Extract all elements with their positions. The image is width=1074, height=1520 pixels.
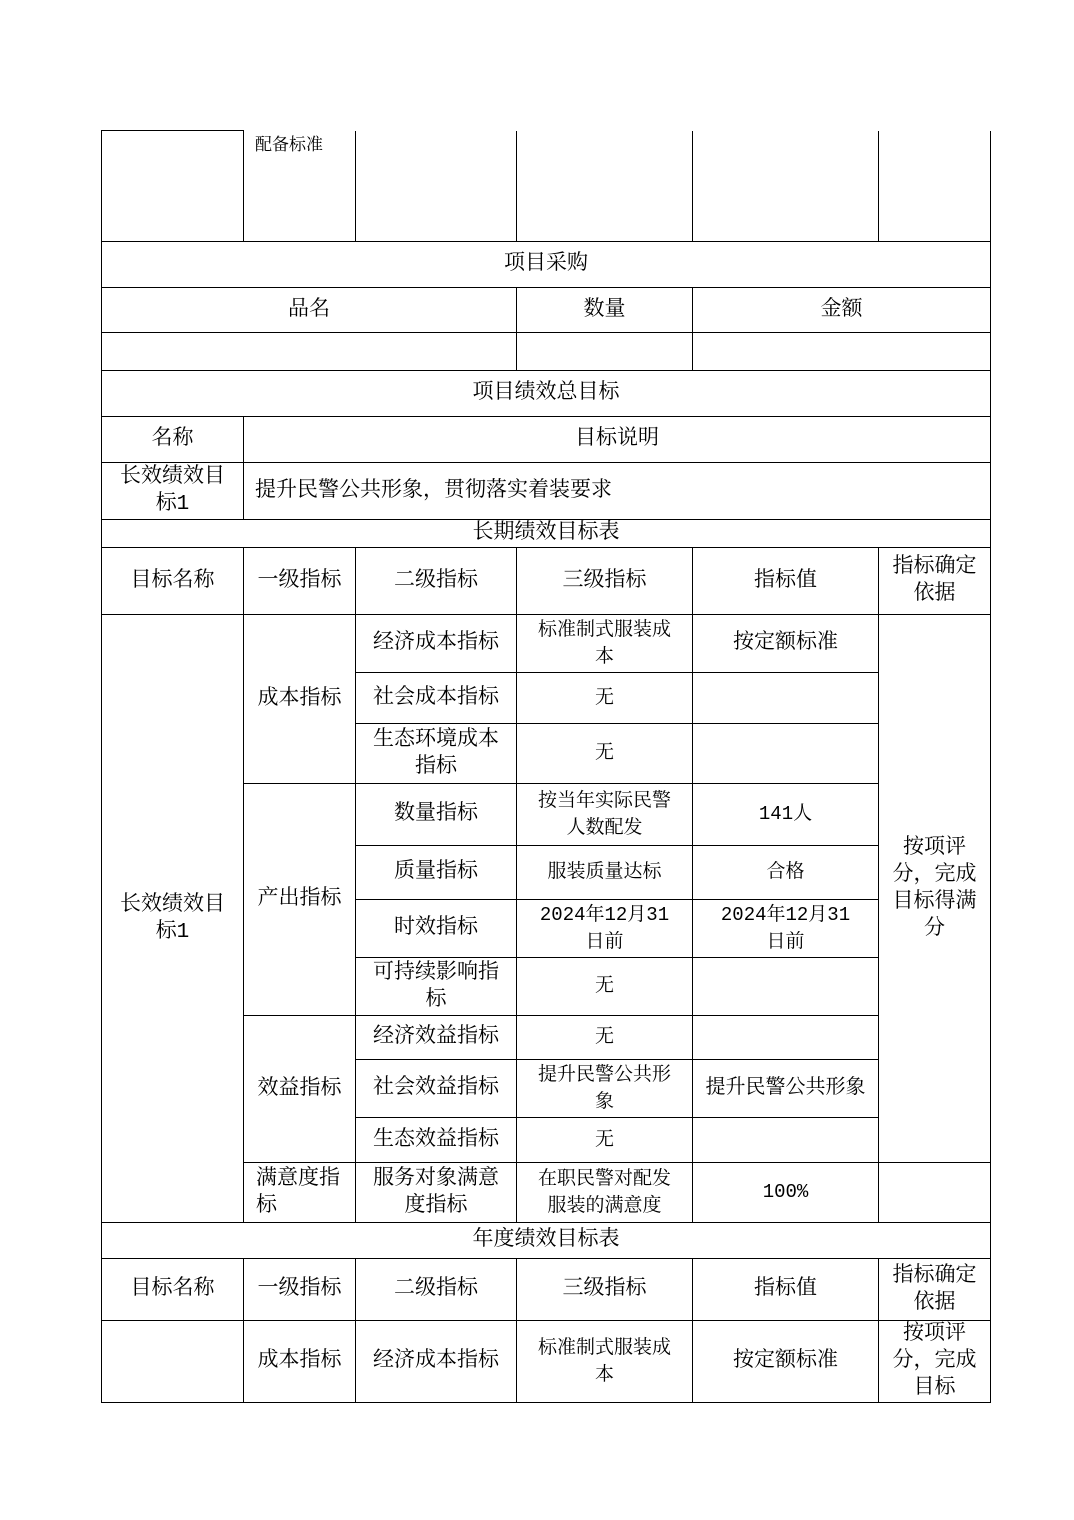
- amount-header: 金额: [693, 288, 991, 333]
- header-level1: 一级指标: [244, 1259, 356, 1321]
- level2-cell: [356, 1321, 517, 1403]
- basis-cell: [879, 1321, 991, 1403]
- quantity-header: 数量: [517, 288, 693, 333]
- basis-text: 按项评分，完成目标: [892, 1323, 977, 1400]
- level2-cell: [356, 958, 517, 1016]
- value-text: 按定额标准: [733, 1350, 838, 1373]
- level2-cell: [356, 673, 517, 724]
- level3-cell: [517, 1321, 693, 1403]
- goal-name-header: 名称: [102, 417, 244, 463]
- level1-cell: [244, 1321, 356, 1403]
- procurement-empty-row: [102, 333, 991, 371]
- level2-cell: [356, 1163, 517, 1223]
- value-text: 100%: [762, 1181, 809, 1203]
- level3-text: 标准制式服装成本: [537, 618, 671, 668]
- level1-label: 产出指标: [257, 888, 342, 911]
- blank-cell: [693, 131, 879, 242]
- annual-header-row: [102, 1259, 991, 1321]
- value-cell: [693, 900, 879, 958]
- long-term-title-row: [102, 520, 991, 548]
- level3-cell: [517, 958, 693, 1016]
- level1-label: 成本指标: [257, 687, 342, 711]
- level1-label: 成本指标: [257, 1350, 342, 1373]
- level2-cell: [356, 784, 517, 846]
- item-name-cell: [102, 333, 517, 371]
- level3-cell: [517, 1060, 693, 1118]
- level3-cell: [517, 900, 693, 958]
- header-level3: 三级指标: [517, 548, 693, 615]
- goal-description: 提升民警公共形象，贯彻落实着装要求: [244, 463, 991, 520]
- level2-cell: [356, 615, 517, 673]
- level3-text: 无: [594, 1128, 614, 1151]
- level2-cell: [356, 846, 517, 900]
- level2-label: 经济成本指标: [373, 1350, 499, 1373]
- goal-name: 长效绩效目标1: [120, 466, 225, 516]
- blank-cell: [879, 131, 991, 242]
- level2-label: 时效指标: [394, 917, 478, 940]
- level1-cost-cell: [244, 615, 356, 784]
- level3-text: 2024年12月31日前: [539, 903, 670, 953]
- value-text: 141人: [758, 803, 813, 825]
- header-basis: 指标确定依据: [892, 1264, 977, 1315]
- goal-name-cell: [102, 1321, 244, 1403]
- header-goal-name: 目标名称: [102, 548, 244, 615]
- basis-text: 按项评分，完成目标得满分: [892, 836, 977, 941]
- amount-cell: [693, 333, 991, 371]
- annual-title-row: [102, 1223, 991, 1259]
- equipment-standard-row: [102, 131, 991, 242]
- level3-text: 提升民警公共形象: [537, 1063, 671, 1113]
- long-term-goal-name-cell: [102, 615, 244, 1223]
- blank-cell: [356, 131, 517, 242]
- long-term-title: 长期绩效目标表: [102, 520, 991, 548]
- long-term-header-row: [102, 548, 991, 615]
- value-cell: [693, 958, 879, 1016]
- level2-cell: [356, 1016, 517, 1060]
- annual-title: 年度绩效目标表: [102, 1223, 991, 1259]
- level1-benefit-cell: [244, 1016, 356, 1163]
- overall-goal-title-row: [102, 371, 991, 417]
- header-goal-name: 目标名称: [102, 1259, 244, 1321]
- value-text: 合格: [766, 861, 805, 883]
- level2-label: 经济成本指标: [373, 632, 499, 655]
- level3-cell: [517, 1163, 693, 1223]
- indicator-row: [102, 615, 991, 673]
- level2-label: 经济效益指标: [373, 1026, 499, 1049]
- level3-text: 在职民警对配发服装的满意度: [537, 1167, 671, 1217]
- procurement-title: 项目采购: [102, 242, 991, 288]
- level3-text: 无: [594, 1026, 614, 1048]
- level2-cell: [356, 724, 517, 784]
- level2-label: 可持续影响指标: [373, 961, 499, 1012]
- goal-description-header: 目标说明: [244, 417, 991, 463]
- overall-goal-header-row: [102, 417, 991, 463]
- level3-cell: [517, 1016, 693, 1060]
- level3-cell: [517, 615, 693, 673]
- long-term-goal-name: 长效绩效目标1: [120, 893, 225, 944]
- level3-text: 无: [594, 686, 614, 709]
- level2-label: 质量指标: [394, 861, 478, 884]
- level3-cell: [517, 724, 693, 784]
- level2-cell: [356, 1060, 517, 1118]
- quantity-cell: [517, 333, 693, 371]
- header-level2: 二级指标: [356, 1259, 517, 1321]
- value-cell: [693, 1016, 879, 1060]
- level2-label: 生态环境成本指标: [373, 728, 499, 779]
- level3-cell: [517, 784, 693, 846]
- blank-cell: [102, 131, 244, 242]
- value-cell: [693, 1163, 879, 1223]
- equipment-standard-label: 配备标准: [255, 136, 323, 156]
- level2-label: 生态效益指标: [373, 1128, 499, 1152]
- value-text: 提升民警公共形象: [705, 1077, 866, 1100]
- level2-cell: [356, 900, 517, 958]
- value-cell: [693, 1321, 879, 1403]
- level3-text: 无: [594, 742, 614, 764]
- value-cell: [693, 673, 879, 724]
- blank-cell: [517, 131, 693, 242]
- annual-indicator-row: [102, 1321, 991, 1403]
- basis-cell: [879, 615, 991, 1163]
- value-cell: [693, 784, 879, 846]
- level3-cell: [517, 673, 693, 724]
- header-level1: 一级指标: [244, 548, 356, 615]
- level2-label: 数量指标: [394, 803, 478, 826]
- header-level2: 二级指标: [356, 548, 517, 615]
- basis-cell: [879, 1163, 991, 1223]
- item-name-header: 品名: [102, 288, 517, 333]
- level2-cell: [356, 1118, 517, 1163]
- value-cell: [693, 1060, 879, 1118]
- value-cell: [693, 724, 879, 784]
- level3-text: 按当年实际民警人数配发: [537, 789, 671, 839]
- value-text: 按定额标准: [733, 632, 838, 655]
- value-cell: [693, 1118, 879, 1163]
- header-value: 指标值: [693, 548, 879, 615]
- level1-output-cell: [244, 784, 356, 1016]
- value-text: 2024年12月31日前: [720, 903, 851, 953]
- performance-goal-table: [101, 130, 991, 1403]
- value-cell: [693, 615, 879, 673]
- level2-label: 社会成本指标: [373, 686, 499, 710]
- level3-text: 标准制式服装成本: [537, 1336, 671, 1386]
- header-basis-cell: [879, 548, 991, 615]
- procurement-title-row: [102, 242, 991, 288]
- equipment-standard-cell: [244, 131, 356, 242]
- level3-cell: [517, 1118, 693, 1163]
- level1-label: 满意度指标: [256, 1167, 340, 1218]
- header-level3: 三级指标: [517, 1259, 693, 1321]
- goal-name-cell: [102, 463, 244, 520]
- level2-label: 社会效益指标: [373, 1077, 499, 1100]
- level3-cell: [517, 846, 693, 900]
- overall-goal-row: [102, 463, 991, 520]
- header-basis: 指标确定依据: [892, 556, 977, 606]
- level1-satisfaction-cell: [244, 1163, 356, 1223]
- header-value: 指标值: [693, 1259, 879, 1321]
- procurement-header-row: [102, 288, 991, 333]
- value-cell: [693, 846, 879, 900]
- header-basis-cell: [879, 1259, 991, 1321]
- level2-label: 服务对象满意度指标: [373, 1167, 499, 1218]
- level3-text: 服装质量达标: [547, 861, 662, 883]
- overall-goal-title: 项目绩效总目标: [102, 371, 991, 417]
- level3-text: 无: [594, 975, 614, 997]
- level1-label: 效益指标: [257, 1077, 342, 1101]
